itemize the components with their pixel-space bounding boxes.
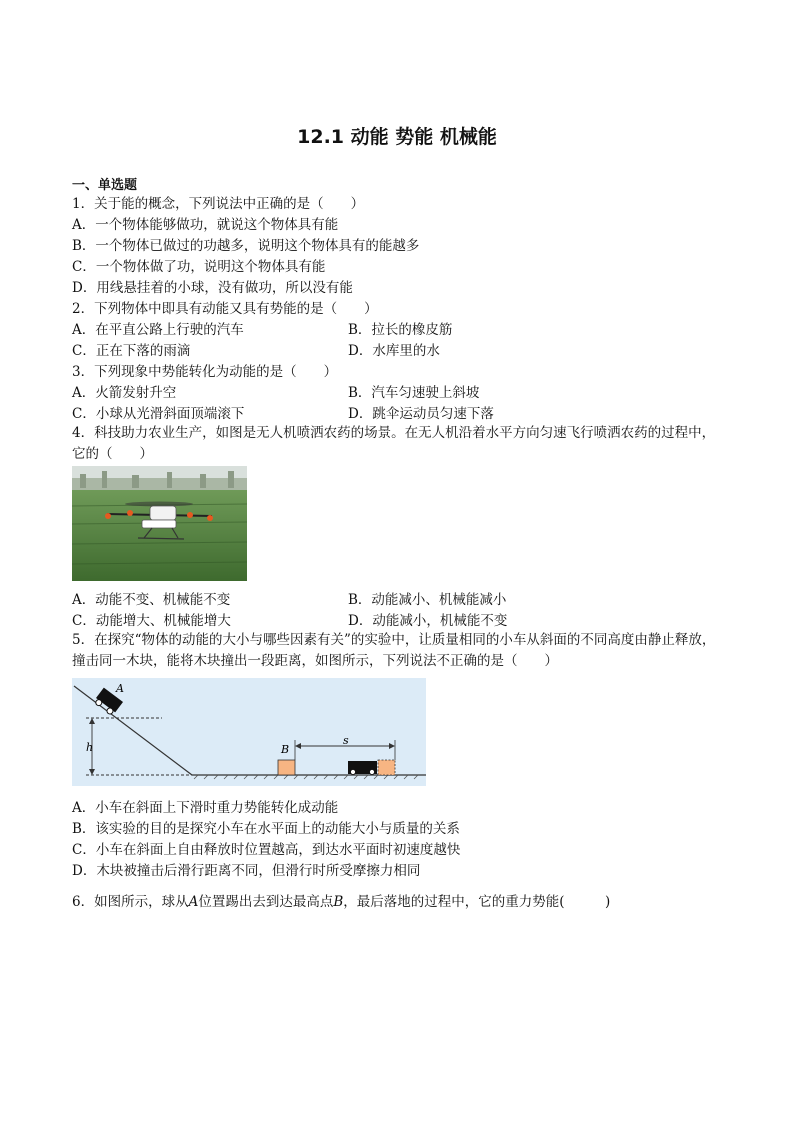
height-label: h xyxy=(86,741,94,754)
wood-block-icon xyxy=(278,760,295,775)
q3-stem: 3．下列现象中势能转化为动能的是（ ） xyxy=(72,364,338,380)
q3-option-a: A．火箭发射升空 xyxy=(72,385,177,401)
q1-option-a: A．一个物体能够做功，就说这个物体具有能 xyxy=(72,217,339,233)
q4-option-d: D．动能减小，机械能不变 xyxy=(348,613,508,629)
q2-option-b: B．拉长的橡皮筋 xyxy=(348,322,453,338)
q3-option-c: C．小球从光滑斜面顶端滚下 xyxy=(72,406,245,422)
q5-option-a: A．小车在斜面上下滑时重力势能转化成动能 xyxy=(72,800,339,816)
q2-stem: 2．下列物体中即具有动能又具有势能的是（ ） xyxy=(72,301,378,317)
q1-option-b: B．一个物体已做过的功越多，说明这个物体具有的能越多 xyxy=(72,238,420,254)
q1-option-c: C．一个物体做了功，说明这个物体具有能 xyxy=(72,259,326,275)
distance-label: s xyxy=(343,734,349,747)
q2-option-d: D．水库里的水 xyxy=(348,343,440,359)
incline-experiment-diagram xyxy=(72,678,426,786)
q5-option-c: C．小车在斜面上自由释放时位置越高，到达水平面时初速度越快 xyxy=(72,842,461,858)
moved-block-icon xyxy=(378,760,395,775)
q3-option-d: D．跳伞运动员匀速下落 xyxy=(348,406,494,422)
q5-option-b: B．该实验的目的是探究小车在水平面上的动能大小与质量的关系 xyxy=(72,821,460,837)
q4-option-a: A．动能不变、机械能不变 xyxy=(72,592,231,608)
page-title: 12.1 动能 势能 机械能 xyxy=(297,126,497,148)
q6-stem: 6．如图所示，球从A位置踢出去到达最高点B，最后落地的过程中，它的重力势能( ) xyxy=(72,894,611,910)
q1-stem: 1．关于能的概念，下列说法中正确的是（ ） xyxy=(72,196,365,212)
q5-option-d: D．木块被撞击后滑行距离不同，但滑行时所受摩擦力相同 xyxy=(72,863,421,879)
cart-label: A xyxy=(116,682,124,695)
q2-option-a: A．在平直公路上行驶的汽车 xyxy=(72,322,244,338)
block-label: B xyxy=(281,743,290,756)
q2-option-c: C．正在下落的雨滴 xyxy=(72,343,191,359)
q4-stem: 4．科技助力农业生产，如图是无人机喷洒农药的场景。在无人机沿着水平方向匀速飞行喷洒农药的过程中，它的（ ） xyxy=(72,425,716,462)
drone-spraying-photo xyxy=(72,466,247,581)
q5-stem: 5．在探究“物体的动能的大小与哪些因素有关”的实验中，让质量相同的小车从斜面的不同高度由静止释放，撞击同一木块，能将木块撞出一段距离，如图所示，下列说法不正确的是（ ） xyxy=(72,632,716,669)
q3-option-b: B．汽车匀速驶上斜坡 xyxy=(348,385,480,401)
q1-option-d: D．用线悬挂着的小球，没有做功，所以没有能 xyxy=(72,280,353,296)
q4-option-c: C．动能增大、机械能增大 xyxy=(72,613,231,629)
section-heading: 一、单选题 xyxy=(72,178,138,193)
q4-option-b: B．动能减小、机械能减小 xyxy=(348,592,507,608)
